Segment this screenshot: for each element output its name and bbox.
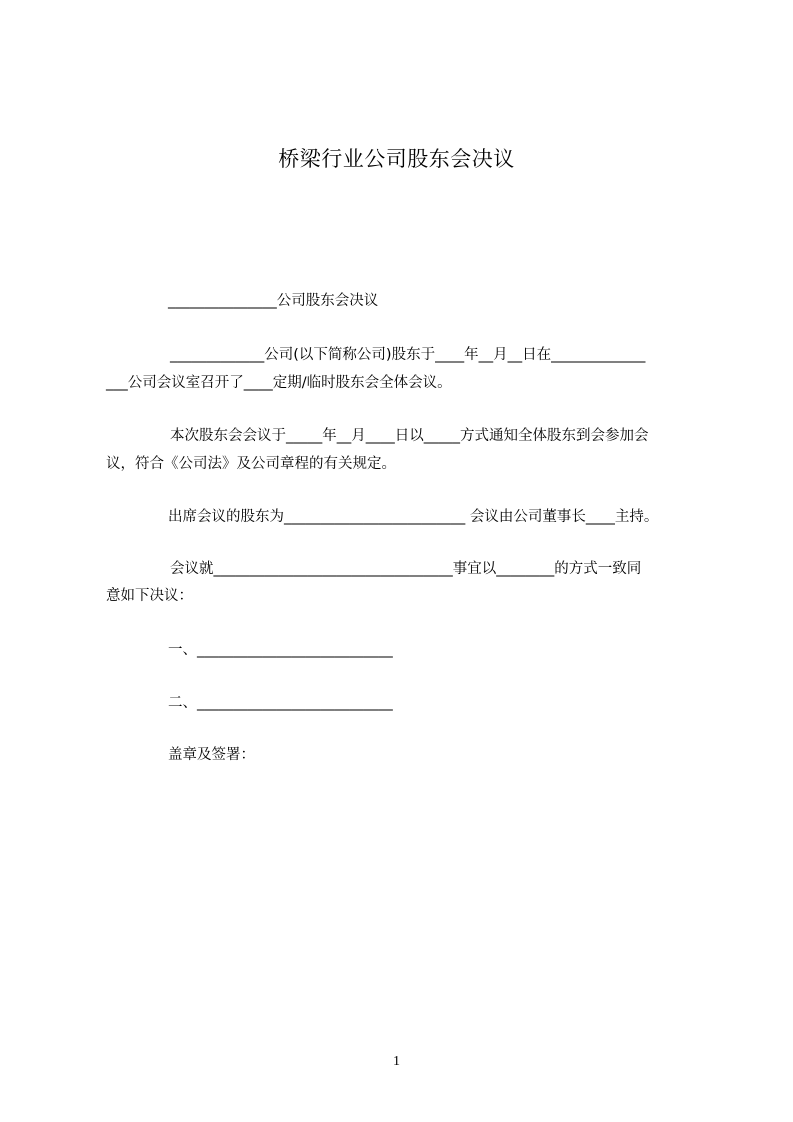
document-title: 桥梁行业公司股东会决议 (278, 147, 515, 171)
resolution-item-2: 二、___________________________ (168, 695, 393, 711)
paragraph-meeting-line-1: _____________公司(以下简称公司)股东于____年__月__日在_____________ (170, 347, 646, 363)
page-number: 1 (393, 1054, 400, 1069)
paragraph-resolution-line-1: 会议就_________________________________事宜以________的方式一致同 (170, 561, 642, 577)
paragraph-meeting-line-2: ___公司会议室召开了____定期/临时股东会全体会议。 (106, 375, 452, 391)
signature-label: 盖章及签署： (168, 747, 255, 763)
resolution-item-1: 一、___________________________ (168, 642, 393, 658)
paragraph-attendees: 出席会议的股东为_________________________ 会议由公司董事长____主持。 (168, 509, 659, 525)
paragraph-notice-line-2: 议，符合《公司法》及公司章程的有关规定。 (106, 456, 396, 472)
paragraph-notice-line-1: 本次股东会会议于_____年__月____日以_____方式通知全体股东到会参加会 (170, 428, 649, 444)
resolution-heading-line: _______________公司股东会决议 (168, 293, 379, 309)
paragraph-resolution-line-2: 意如下决议： (106, 588, 193, 604)
